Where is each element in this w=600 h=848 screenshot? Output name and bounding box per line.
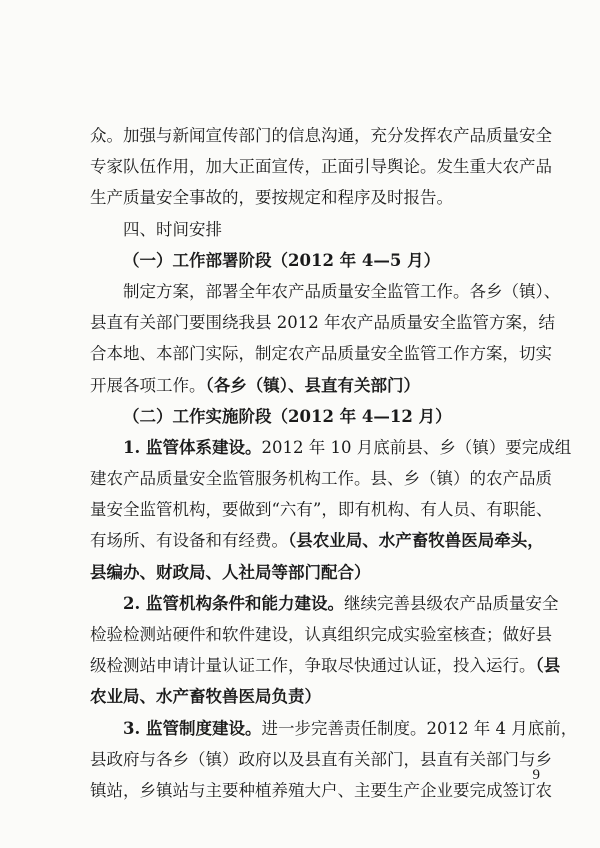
item1-title: 1. 监管体系建设。 xyxy=(123,437,262,457)
phase2-heading: （二）工作实施阶段（2012 年 4—12 月） xyxy=(123,406,452,426)
item2-first-rest: 继续完善县级农产品质量安全 xyxy=(343,593,559,613)
paragraph-line: 镇站，乡镇站与主要种植养殖大户、主要生产企业要完成签订农 xyxy=(90,780,552,800)
item3-title: 3. 监管制度建设。 xyxy=(123,718,262,738)
paragraph-line: 检验检测站硬件和软件建设，认真组织完成实验室核查；做好县 xyxy=(90,625,552,644)
paragraph-line: 建农产品质量安全监管服务机构工作。县、乡（镇）的农产品质 xyxy=(90,469,552,489)
item1-responsible: （县农业局、水产畜牧兽医局牵头， xyxy=(288,531,544,551)
item1-line4-plain: 有场所、有设备和有经费。 xyxy=(90,531,288,551)
paragraph-line: 量安全监管机构，要做到“六有”，即有机构、有人员、有职能、 xyxy=(90,500,553,520)
item3-first-rest: 进一步完善责任制度。2012 年 4 月底前， xyxy=(261,718,578,738)
item3-line xyxy=(90,713,578,744)
paragraph-line: 专家队伍作用，加大正面宣传，正面引导舆论。发生重大农产品 xyxy=(90,157,552,177)
paragraph-line xyxy=(90,525,544,556)
item2-line xyxy=(90,588,559,619)
paragraph-line: 县政府与各乡（镇）政府以及县直有关部门，县直有关部门与乡 xyxy=(90,749,552,769)
phase1-responsible: （各乡（镇）、县直有关部门） xyxy=(205,375,420,395)
paragraph-line: 众。加强与新闻宣传部门的信息沟通，充分发挥农产品质量安全 xyxy=(90,126,552,145)
paragraph-line: 县直有关部门要围绕我县 2012 年农产品质量安全监管方案，结 xyxy=(90,313,555,333)
item2-line3-plain: 级检测站申请计量认证工作，争取尽快通过认证，投入运行。 xyxy=(90,656,536,676)
paragraph-line xyxy=(90,370,534,401)
item1-line xyxy=(90,432,572,463)
item2-responsible-cont: 农业局、水产畜牧兽医局负责） xyxy=(90,687,321,707)
phase1-heading: （一）工作部署阶段（2012 年 4—5 月） xyxy=(123,250,441,270)
paragraph-line: 生产质量安全事故的，要按规定和程序及时报告。 xyxy=(90,188,453,208)
item1-first-rest: 2012 年 10 月底前县、乡（镇）要完成组 xyxy=(261,437,572,457)
paragraph-line xyxy=(90,650,561,681)
item1-responsible-cont: 县编办、财政局、人社局等部门配合） xyxy=(90,562,371,582)
item2-title: 2. 监管机构条件和能力建设。 xyxy=(123,593,344,613)
paragraph-line: 合本地、本部门实际，制定农产品质量安全监管工作方案，切实 xyxy=(90,344,552,364)
page-number: 9 xyxy=(532,767,540,783)
item2-responsible: （县 xyxy=(535,656,561,676)
phase1-last-plain: 开展各项工作。 xyxy=(90,375,206,395)
section-heading: 四、时间安排 xyxy=(123,219,222,239)
paragraph-line: 制定方案，部署全年农产品质量安全监管工作。各乡（镇）、 xyxy=(123,281,561,301)
document-body xyxy=(90,120,578,806)
